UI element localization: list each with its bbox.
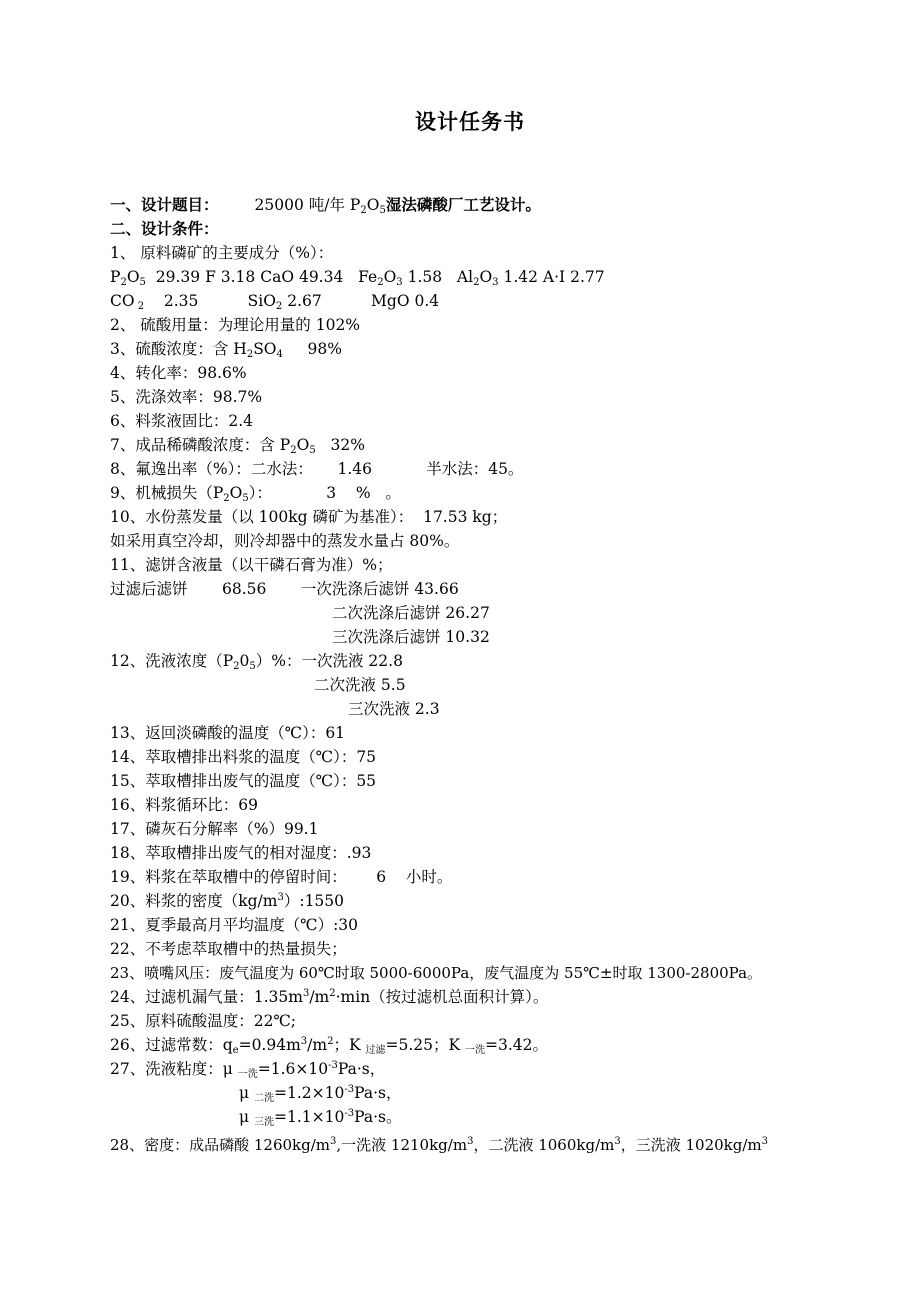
condition-3: 3、硫酸浓度：含 $H_2SO_4$ 98% — [110, 340, 342, 360]
condition-22: 22、不考虑萃取槽中的热量损失； — [110, 940, 347, 958]
condition-19: 19、料浆在萃取槽中的停留时间： 6 小时。 — [110, 868, 453, 886]
document-title: 设计任务书 — [415, 110, 525, 134]
condition-5: 5、洗涤效率：98.7% — [110, 388, 263, 406]
condition-10-note: 如采用真空冷却，则冷却器中的蒸发水量占 80%。 — [110, 532, 460, 550]
condition-23: 23、喷嘴风压：废气温度为 60℃时取 5000-6000Pa，废气温度为 55℃±时取 1300-2800Pa。 — [110, 964, 763, 982]
condition-9: 9、机械损失$(P_2O_5)$： 3 % 。 — [110, 484, 401, 504]
wash-liquor-row-3: 三次洗液 2.3 — [348, 700, 440, 718]
filter-cake-row-2: 二次洗涤后滤饼 26.27 — [332, 604, 490, 622]
condition-13: 13、返回淡磷酸的温度（℃）：61 — [110, 724, 346, 742]
condition-4: 4、转化率：98.6% — [110, 364, 247, 382]
condition-7: 7、成品稀磷酸浓度：含 $P_2O_5$ 32% — [110, 436, 365, 456]
filter-cake-row-1: 过滤后滤饼 68.56 一次洗涤后滤饼 43.66 — [110, 580, 459, 598]
condition-20: 20、料浆的密度$(kg/m^3):1550$ — [110, 892, 345, 910]
section-design-topic: 一、设计题目： 25000 吨/年 $P_2O_5$湿法磷酸厂工艺设计。 — [110, 196, 541, 216]
condition-16: 16、料浆循环比：69 — [110, 796, 258, 814]
viscosity-row-2: μ $_{二洗}=1.2\times 10^{-3}Pa\cdot s$， — [239, 1084, 402, 1104]
condition-10: 10、水份蒸发量（以 100kg 磷矿为基准）： 17.53 kg； — [110, 508, 508, 526]
condition-26: 26、过滤常数：$q_e=0.94m^3/m^2$；K $_{过滤}$=5.25；K $_{一洗}$=3.42。 — [110, 1036, 549, 1056]
condition-15: 15、萃取槽排出废气的温度（℃）：55 — [110, 772, 377, 790]
section-label: 一、设计题目： — [110, 196, 219, 214]
design-topic-text: 25000 吨/年 $P_2O_5$ — [254, 196, 386, 216]
condition-14: 14、萃取槽排出料浆的温度（℃）：75 — [110, 748, 377, 766]
condition-27: 27、洗液粘度：μ $_{一洗}=1.6\times 10^{-3}Pa\cdot s$， — [110, 1060, 386, 1080]
condition-2: 2、 硫酸用量：为理论用量的 102% — [110, 316, 361, 334]
condition-6: 6、料浆液固比：2.4 — [110, 412, 254, 430]
composition-row-2: CO $_2$ 2.35 SiO$_2$ 2.67 MgO 0.4 — [110, 292, 440, 312]
condition-17: 17、磷灰石分解率（%）99.1 — [110, 820, 319, 838]
condition-11: 11、滤饼含液量（以干磷石膏为准）%； — [110, 556, 393, 574]
wash-liquor-row-2: 二次洗液 5.5 — [314, 676, 406, 694]
section-design-conditions: 二、设计条件： — [110, 220, 219, 238]
viscosity-row-3: μ $_{三洗}=1.1\times 10^{-3}Pa\cdot s$。 — [239, 1108, 402, 1128]
condition-25: 25、原料硫酸温度：22℃; — [110, 1012, 297, 1030]
condition-21: 21、夏季最高月平均温度（℃）:30 — [110, 916, 359, 934]
composition-row-1: $P_2O_5$ 29.39 F 3.18 CaO 49.34 $Fe_2O_3$ 1.58 $Al_2O_3$ 1.42 A·I 2.77 — [110, 268, 605, 288]
filter-cake-row-3: 三次洗涤后滤饼 10.32 — [332, 628, 490, 646]
condition-8: 8、氟逸出率（%）：二水法： 1.46 半水法：45。 — [110, 460, 524, 478]
condition-28: 28、密度：成品磷酸 $1260kg/m^3$,一洗液 $1210kg/m^3$，二洗液 $1060kg/m^3$，三洗液 $1020kg/m^3$ — [110, 1136, 769, 1154]
condition-12: 12、洗液浓度$(P_20_5)\%$：一次洗液 22.8 — [110, 652, 403, 672]
condition-18: 18、萃取槽排出废气的相对湿度：.93 — [110, 844, 372, 862]
condition-24: 24、过滤机漏气量：$1.35m^3/m^2\cdot\min$（按过滤机总面积计算）。 — [110, 988, 549, 1006]
condition-1: 1、 原料磷矿的主要成分（%）： — [110, 244, 334, 262]
